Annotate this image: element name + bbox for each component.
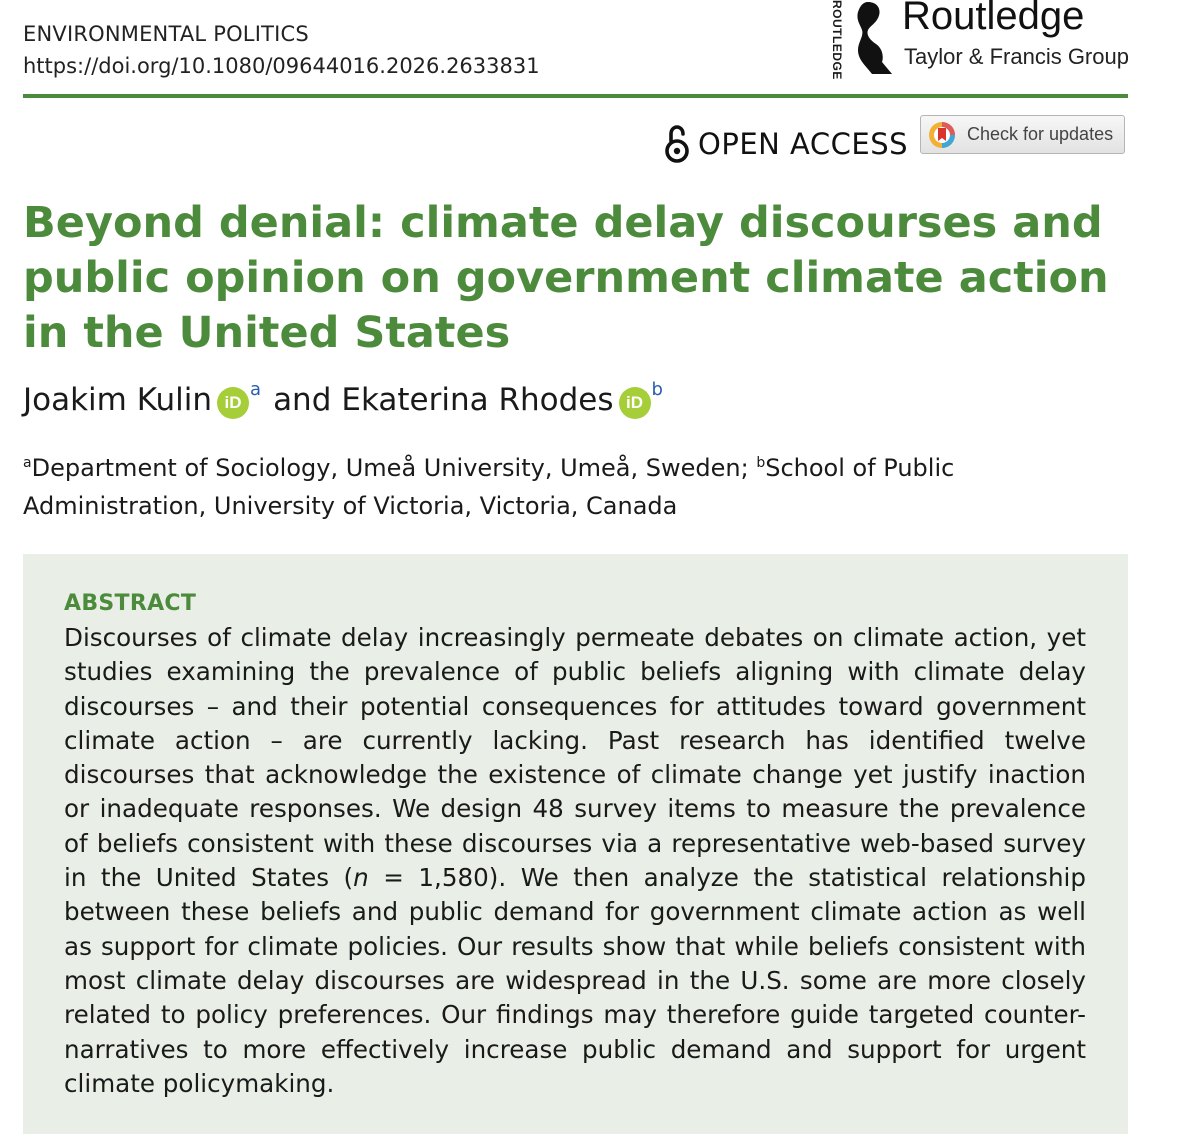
check-for-updates-label: Check for updates	[967, 124, 1114, 144]
sample-size-symbol: n	[353, 863, 369, 893]
abstract-text-part: ). We then analyze the statistical relationship between these beliefs and public demand for government climate action as well as support for climate policies. Our results show that while beliefs consistent with most climate delay discourses are widespread in the U.S. some are more closely related to policy preferences. Our findings may therefore guide targeted counter-narratives to more effectively increase public demand and support for urgent climate policymaking.	[64, 863, 1086, 1098]
affiliation-marker: b	[756, 455, 766, 471]
affiliation-text: Department of Sociology, Umeå University, Umeå, Sweden;	[31, 454, 757, 482]
author-name[interactable]: Ekaterina Rhodes	[341, 382, 614, 418]
affiliations	[23, 451, 1143, 523]
check-for-updates-button[interactable]	[920, 115, 1125, 154]
affiliation-marker[interactable]: a	[250, 378, 262, 400]
sample-size-value: = 1,580	[368, 863, 489, 893]
doi-link[interactable]: https://doi.org/10.1080/09644016.2026.2633831	[23, 54, 540, 78]
orcid-icon[interactable]: iD	[619, 387, 651, 419]
publisher-logo[interactable]	[826, 0, 1136, 80]
open-lock-icon	[664, 125, 690, 163]
open-access-badge	[664, 124, 908, 164]
orcid-icon[interactable]: iD	[217, 387, 249, 419]
journal-name: ENVIRONMENTAL POLITICS	[23, 22, 309, 46]
publisher-group: Taylor & Francis Group	[904, 44, 1129, 69]
crossmark-icon	[927, 120, 957, 150]
affiliation-text: School of Public Administration, University of Victoria, Victoria, Canada	[23, 454, 955, 520]
header-divider	[23, 94, 1128, 98]
publisher-name: Routledge	[902, 0, 1085, 38]
publisher-vertical-label: ROUTLEDGE	[830, 0, 844, 80]
affiliation-marker: a	[23, 455, 32, 471]
routledge-logo-icon	[848, 0, 892, 76]
author-name[interactable]: Joakim Kulin	[23, 382, 213, 418]
author-separator: and	[273, 382, 332, 418]
abstract-text-part: Discourses of climate delay increasingly permeate debates on climate action, yet studies examining the prevalence of public beliefs aligning with climate delay discourses – and their potential consequences for attitudes toward government climate action – are currently lacking. Past research has identified twelve discourses that acknowledge the existence of climate change yet justify inaction or inadequate responses. We design 48 survey items to measure the prevalence of beliefs consistent with these discourses via a representative web-based survey in the United States (	[64, 623, 1086, 893]
author-list	[23, 378, 663, 418]
abstract-heading: ABSTRACT	[64, 591, 197, 616]
open-access-label: OPEN ACCESS	[698, 127, 909, 161]
affiliation-marker[interactable]: b	[651, 378, 663, 400]
article-title: Beyond denial: climate delay discourses and public opinion on government climate action in the United States	[23, 198, 1109, 358]
abstract-box	[23, 554, 1128, 1134]
abstract-text	[64, 621, 1086, 1101]
